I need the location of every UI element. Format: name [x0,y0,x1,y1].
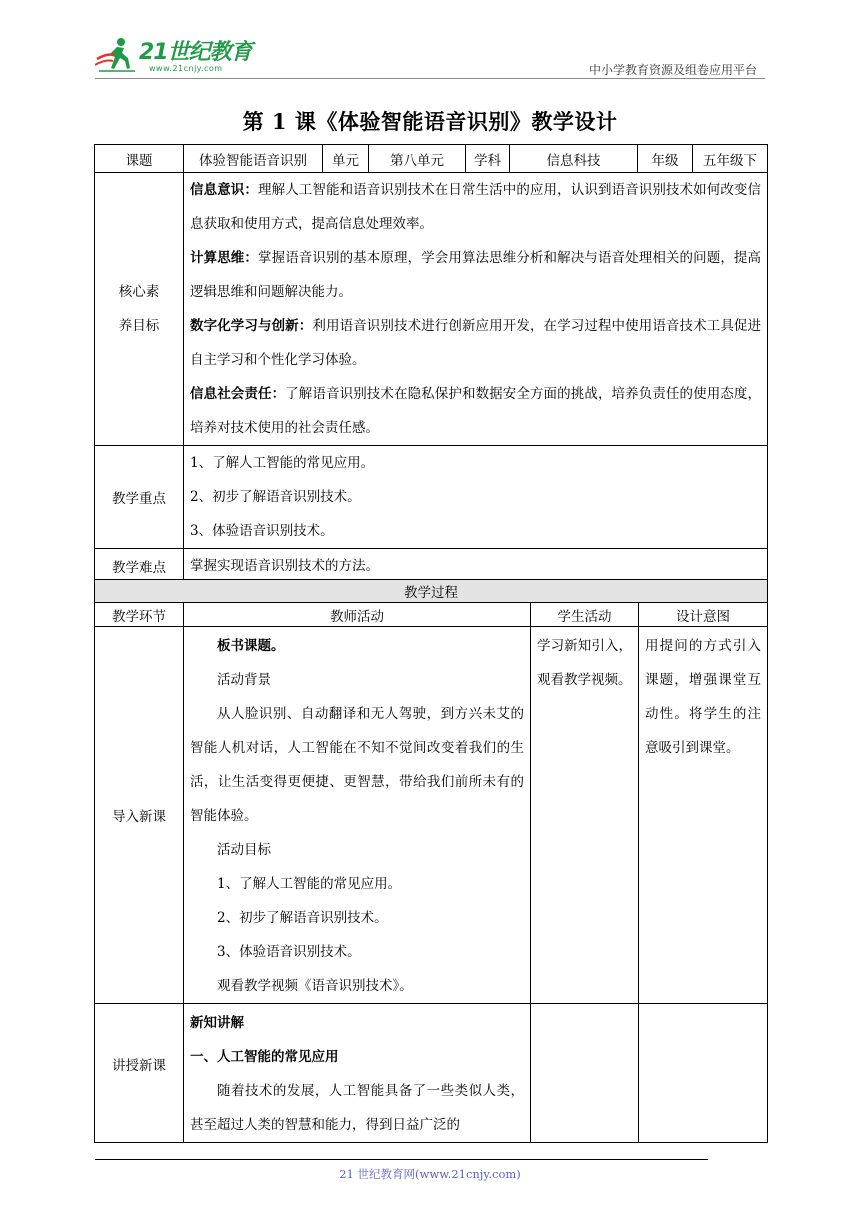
goal-item [184,241,767,309]
key-points-row [95,446,768,549]
intro-stage: 导入新课 [95,627,184,1004]
process-title-row [95,580,768,603]
header-divider [95,78,765,79]
process-table [94,579,768,1143]
col-header-teacher: 教师活动 [184,603,531,627]
site-logo [95,35,265,75]
teacher-line: 1、了解人工智能的常见应用。 [217,876,402,892]
goal-sep: ： [244,250,258,266]
goal-item [184,377,767,445]
logo-text: 21世纪教育 [139,40,252,65]
process-header-row [95,603,768,627]
goal-head: 信息社会责任 [190,386,272,402]
difficulty-label: 教学难点 [95,549,184,584]
goal-body: 利用语音识别技术进行创新应用开发，在学习过程中使用语音技术工具促进自主学习和个性化学习体验。 [190,318,762,368]
topic-value: 体验智能语音识别 [184,145,323,173]
teacher-line: 新知讲解 [190,1015,244,1031]
footer-divider [95,1159,708,1160]
new-design [639,1004,768,1143]
grade-value: 五年级下 [693,145,768,173]
new-stage: 讲授新课 [95,1004,184,1143]
teacher-line: 活动背景 [217,672,271,688]
teacher-line: 随着技术的发展，人工智能具备了一些类似人类，甚至超过人类的智慧和能力，得到日益广泛的 [190,1083,524,1133]
teacher-line: 3、体验语音识别技术。 [217,944,361,960]
goals-label-line2: 养目标 [118,318,160,334]
key-points-label: 教学重点 [95,446,184,549]
platform-name: 中小学教育资源及组卷应用平台 [588,63,757,77]
difficulty-text: 掌握实现语音识别技术的方法。 [190,558,379,574]
goal-head: 数字化学习与创新 [190,318,299,334]
page-title: 第 1 课《体验智能语音识别》教学设计 [242,109,618,134]
topic-label: 课题 [95,145,184,173]
intro-row [95,627,768,1004]
goal-head: 计算思维 [190,250,245,266]
goal-item [184,173,767,241]
goal-sep: ： [244,182,258,198]
design-text: 用提问的方式引入课题，增强课堂互动性。将学生的注意吸引到课堂。 [645,638,761,756]
page-footer: 21 世纪教育网(www.21cnjy.com) [339,1167,521,1181]
teacher-line: 从人脸识别、自动翻译和无人驾驶，到方兴未艾的智能人机对话，人工智能在不知不觉间改变着我们的生活，让生活变得更便捷、更智慧，带给我们前所未有的智能体验。 [190,706,524,824]
goal-head: 信息意识 [190,182,245,198]
unit-label: 单元 [323,145,369,173]
goal-body: 了解语音识别技术在隐私保护和数据安全方面的挑战，培养负责任的使用态度，培养对技术使用的社会责任感。 [190,386,762,436]
goals-content [184,173,768,446]
key-point-item: 2、初步了解语音识别技术。 [190,489,361,505]
teacher-line: 板书课题。 [217,638,285,654]
key-point-item: 3、体验语音识别技术。 [190,523,334,539]
goal-body: 理解人工智能和语音识别技术在日常生活中的应用，认识到语音识别技术如何改变信息获取和使用方式，提高信息处理效率。 [190,182,762,232]
new-lesson-row [95,1004,768,1143]
goal-sep: ： [298,318,313,334]
intro-student [531,627,639,1004]
goal-body: 掌握语音识别的基本原理，学会用算法思维分析和解决与语音处理相关的问题，提高逻辑思维和问题解决能力。 [190,250,762,300]
goal-sep: ： [271,386,286,402]
key-points-content [184,446,768,549]
goals-label-line1: 核心素 [118,284,160,300]
info-table [94,144,768,584]
subject-label: 学科 [466,145,510,173]
col-header-design: 设计意图 [639,603,768,627]
col-header-stage: 教学环节 [95,603,184,627]
runner-logo-icon [95,35,139,75]
student-text: 学习新知引入，观看教学视频。 [537,638,632,688]
new-student [531,1004,639,1143]
goals-label [95,173,184,446]
goal-item [184,309,767,377]
grade-label: 年级 [638,145,693,173]
teacher-line: 观看教学视频《语音识别技术》。 [217,978,413,994]
logo-url: www.21cnjy.com [149,64,223,73]
teacher-line: 一、人工智能的常见应用 [190,1049,339,1065]
subject-value: 信息科技 [510,145,638,173]
info-row [95,145,768,173]
col-header-student: 学生活动 [531,603,639,627]
intro-teacher [184,627,531,1004]
teacher-line: 2、初步了解语音识别技术。 [217,910,388,926]
new-teacher [184,1004,531,1143]
intro-design [639,627,768,1004]
unit-value: 第八单元 [369,145,466,173]
key-point-item: 1、了解人工智能的常见应用。 [190,455,375,471]
process-title: 教学过程 [95,580,768,603]
page-header [95,30,765,80]
teacher-line: 活动目标 [217,842,271,858]
goals-row [95,173,768,446]
